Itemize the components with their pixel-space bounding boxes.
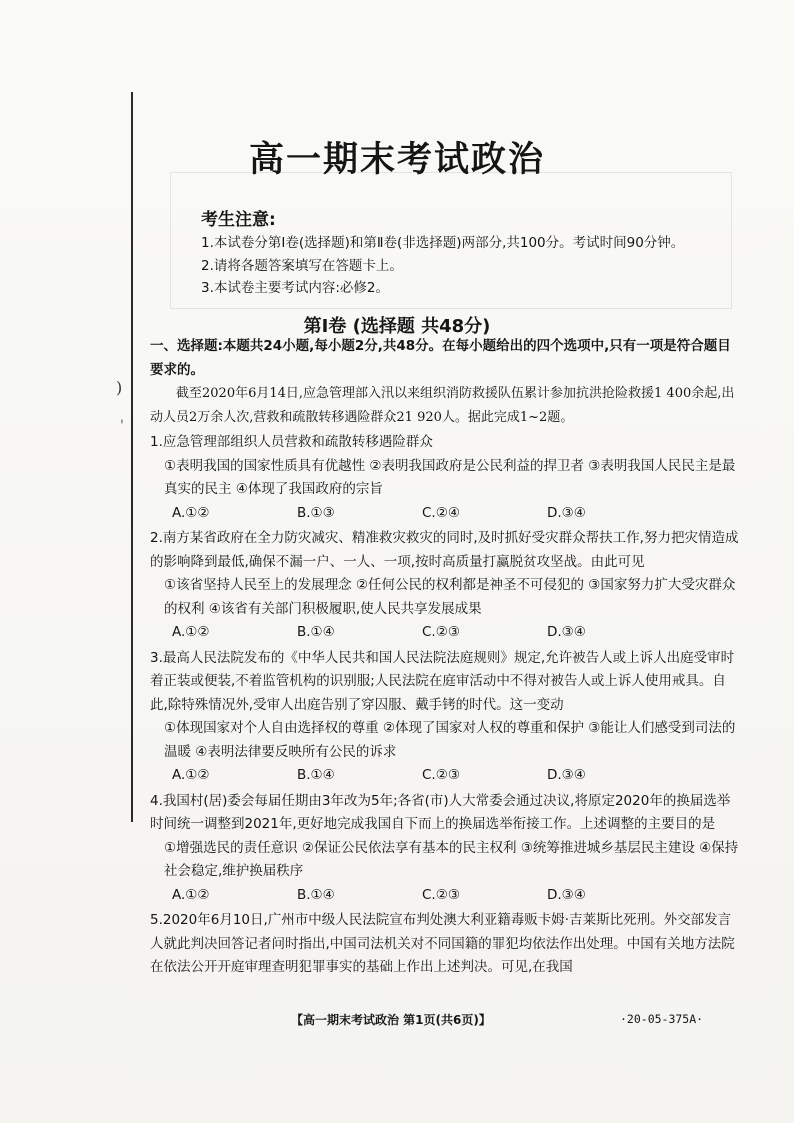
material-passage: 截至2020年6月14日,应急管理部入汛以来组织消防救援队伍累计参加抗洪抢险救援1 400余起,出动人员2万余人次,营救和疏散转移遇险群众21 920人。据此完成1~2题。 <box>150 386 735 425</box>
question-4 <box>150 790 740 908</box>
part-intro: 一、选择题:本题共24小题,每小题2分,共48分。在每小题给出的四个选项中,只有一项是符合题目要求的。 <box>150 338 731 378</box>
binding-tick: ' <box>120 418 124 434</box>
question-1 <box>150 431 740 525</box>
binding-mark: ) <box>116 378 123 397</box>
choice-c: C.②③ <box>422 886 460 903</box>
choice-c: C.②④ <box>422 504 460 521</box>
answer-choices <box>172 764 672 788</box>
choice-b: B.①④ <box>297 767 335 783</box>
exam-title: 高一期末考试政治 <box>248 140 545 180</box>
question-statements: ①增强选民的责任意识 ②保证公民依法享有基本的民主权利 ③统筹推进城乡基层民主建设 ④保持社会稳定,维护换届秩序 <box>164 839 739 879</box>
notice-title: 考生注意: <box>201 210 276 230</box>
question-content <box>150 335 740 980</box>
answer-choices <box>172 884 672 908</box>
choice-a: A.①② <box>172 767 210 783</box>
choice-b: B.①④ <box>297 886 335 903</box>
choice-d: D.③④ <box>547 886 586 903</box>
choice-c: C.②③ <box>422 767 460 783</box>
choice-b: B.①③ <box>297 504 335 521</box>
question-stem: 4.我国村(居)委会每届任期由3年改为5年;各省(市)人大常委会通过决议,将原定2020年的换届选举时间统一调整到2021年,更好地完成我国自下而上的换届选举衔接工作。上述调整的主要目的是 <box>150 792 731 832</box>
choice-a: A.①② <box>172 504 210 521</box>
question-stem: 2.南方某省政府在全力防灾减灾、精准救灾救灾的同时,及时抓好受灾群众帮扶工作,努力把灾情造成的影响降到最低,确保不漏一户、一人、一项,按时高质量打赢脱贫攻坚战。由此可见 <box>150 530 739 570</box>
answer-choices <box>172 502 672 526</box>
choice-d: D.③④ <box>547 767 586 783</box>
choice-d: D.③④ <box>547 624 586 640</box>
question-statements: ①表明我国的国家性质具有优越性 ②表明我国政府是公民利益的捍卫者 ③表明我国人民民主是最真实的民主 ④体现了我国政府的宗旨 <box>164 457 736 497</box>
question-statements: ①该省坚持人民至上的发展理念 ②任何公民的权利都是神圣不可侵犯的 ③国家努力扩大受灾群众的权利 ④该省有关部门积极履职,使人民共享发展成果 <box>164 577 736 617</box>
choice-b: B.①④ <box>297 624 335 640</box>
answer-choices <box>172 621 672 645</box>
section-title: 第Ⅰ卷 (选择题 共48分) <box>303 316 491 337</box>
choice-a: A.①② <box>172 886 210 903</box>
question-5 <box>150 909 740 980</box>
page-footer: 【高一期末考试政治 第1页(共6页)】 <box>291 1013 491 1027</box>
choice-a: A.①② <box>172 624 210 640</box>
question-stem: 5.2020年6月10日,广州市中级人民法院宣布判处澳大利亚籍毒贩卡姆·吉莱斯比死刑。外交部发言人就此判决回答记者问时指出,中国司法机关对不同国籍的罪犯均依法作出处理。中国有关地方法院在依法公开开庭审理查明犯罪事实的基础上作出上述判决。可见,在我国 <box>150 912 735 975</box>
choice-c: C.②③ <box>422 624 460 640</box>
question-stem: 1.应急管理部组织人员营救和疏散转移遇险群众 <box>150 434 433 450</box>
binding-line <box>131 92 133 822</box>
paper-code: ·20-05-375A· <box>620 1012 704 1026</box>
notice-item-1: 1.本试卷分第Ⅰ卷(选择题)和第Ⅱ卷(非选择题)两部分,共100分。考试时间90分钟。 <box>201 235 685 251</box>
question-statements: ①体现国家对个人自由选择权的尊重 ②体现了国家对人权的尊重和保护 ③能让人们感受到司法的温暖 ④表明法律要反映所有公民的诉求 <box>164 720 736 760</box>
notice-item-3: 3.本试卷主要考试内容:必修2。 <box>201 280 390 296</box>
choice-d: D.③④ <box>547 504 586 521</box>
notice-item-2: 2.请将各题答案填写在答题卡上。 <box>201 258 403 274</box>
question-stem: 3.最高人民法院发布的《中华人民共和国人民法院法庭规则》规定,允许被告人或上诉人出庭受审时着正装或便装,不着监管机构的识别服;人民法院在庭审活动中不得对被告人或上诉人使用戒具。自此,除特殊情况外,受审人出庭告别了穿囚服、戴手铐的时代。这一变动 <box>150 649 735 713</box>
question-2 <box>150 527 740 645</box>
question-3 <box>150 647 740 788</box>
